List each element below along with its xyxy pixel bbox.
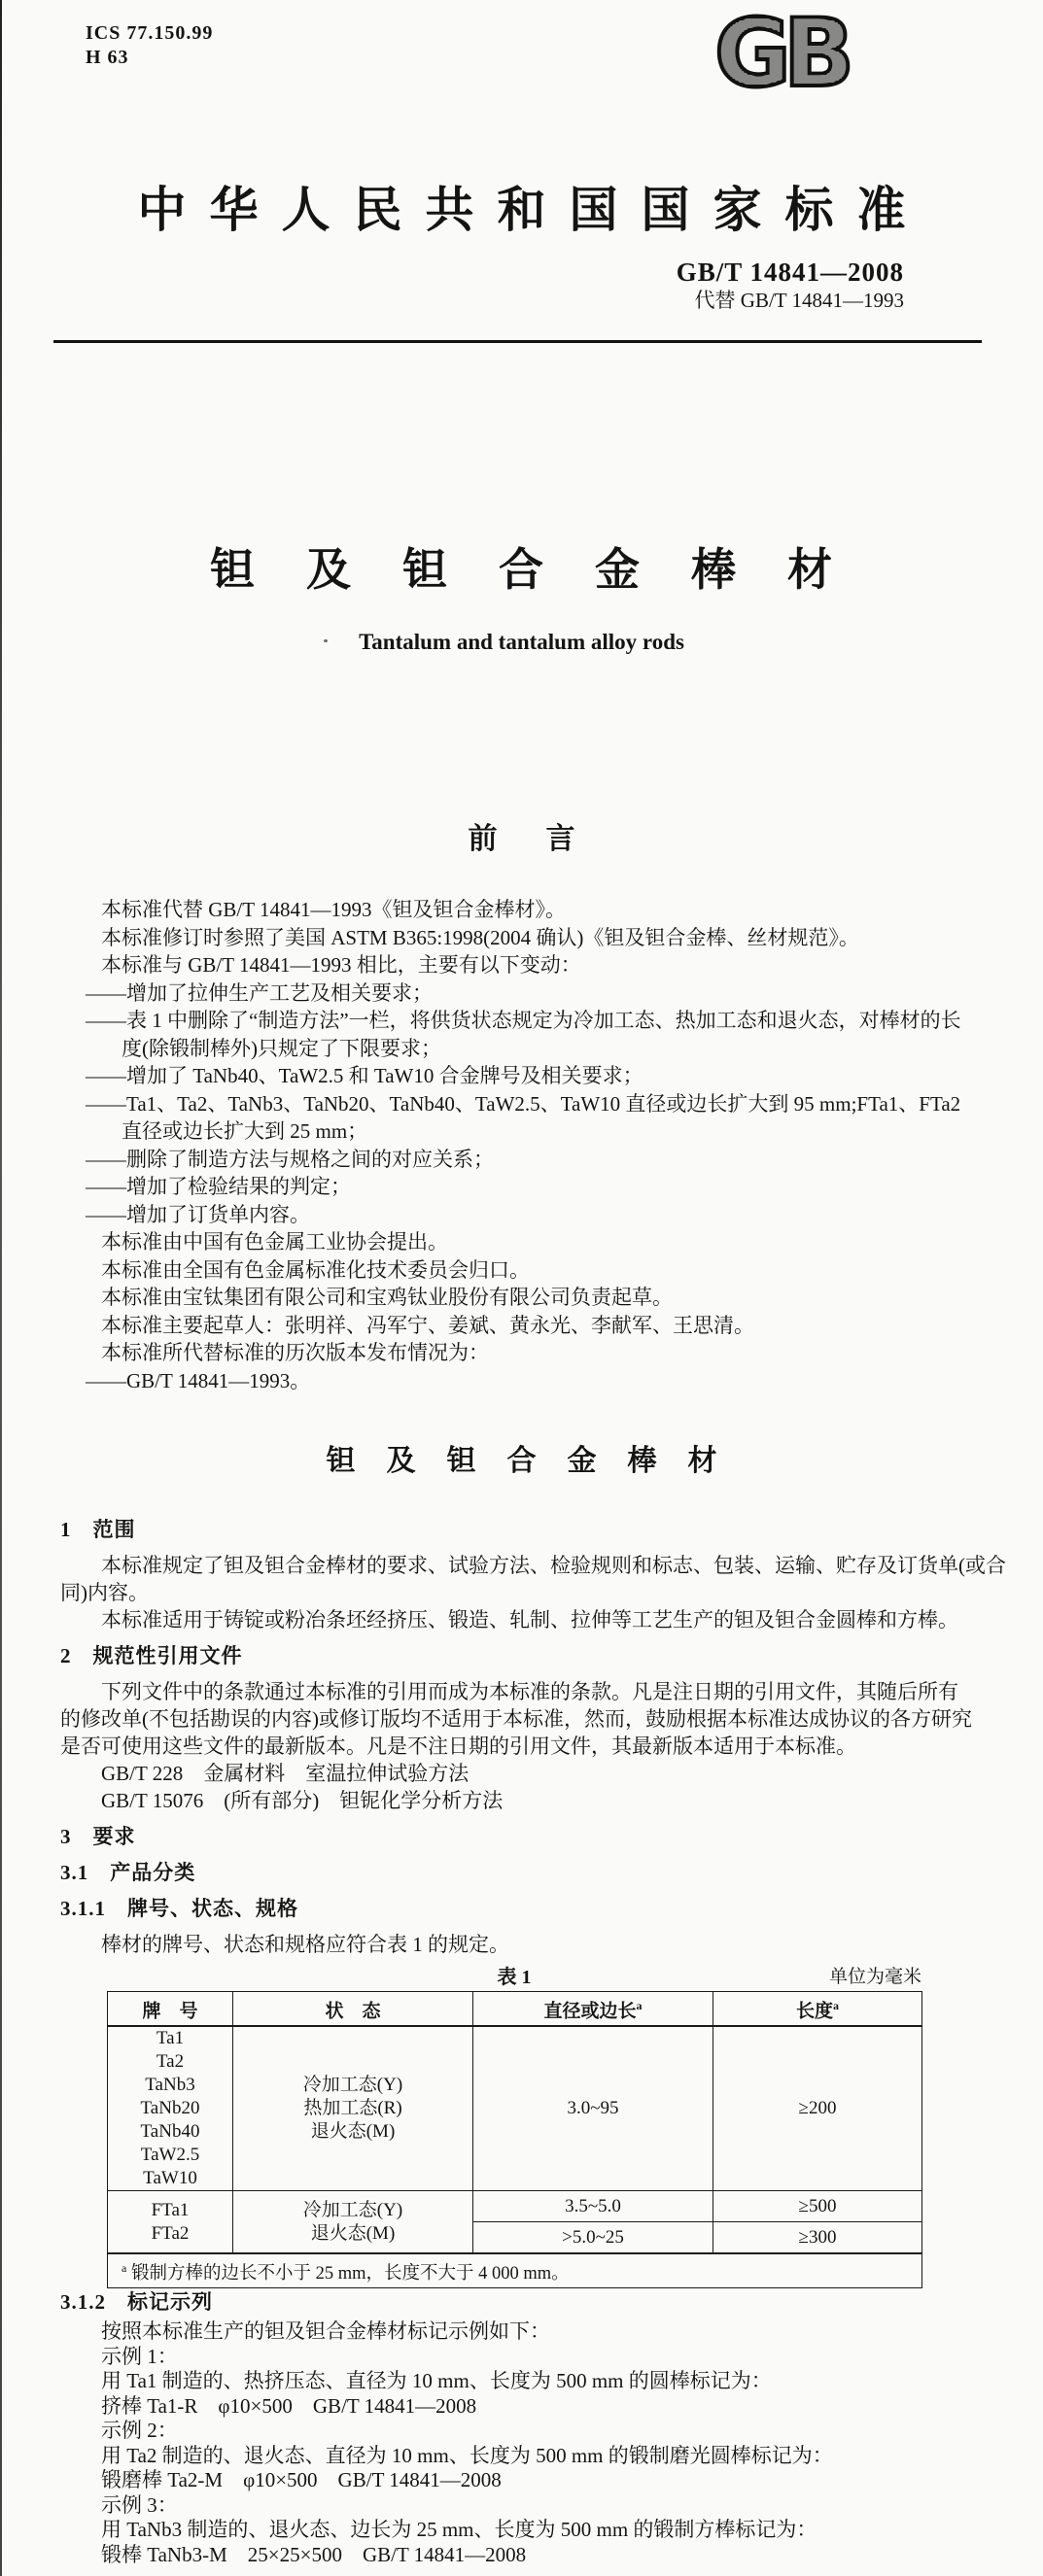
- text-line: 本标准代替 GB/T 14841—1993《钽及钽合金棒材》。: [101, 898, 566, 921]
- table-footnote-cell: [108, 2253, 922, 2288]
- gb-logo-text: GB: [714, 10, 847, 97]
- text-line: GB/T 15076 (所有部分) 钽铌化学分析方法: [101, 1789, 504, 1812]
- footnote-text: 锻制方棒的边长不小于 25 mm，长度不大于 4 000 mm。: [130, 2264, 570, 2284]
- text-line: 用 Ta2 制造的、退火态、直径为 10 mm、长度为 500 mm 的锻制磨光圆棒标记为：: [101, 2443, 833, 2467]
- gb-logo-svg: [676, 10, 885, 97]
- group2-states-cell: [233, 2191, 473, 2254]
- ics-code: ICS 77.150.99: [86, 22, 214, 44]
- table-cell-line: FTa2: [151, 2222, 190, 2244]
- table-cell-line: 冷加工态(Y): [302, 2199, 403, 2220]
- table-unit-note: 单位为毫米: [828, 1967, 921, 1987]
- col-header-label: 直径或边长: [543, 2001, 637, 2022]
- body-lines-after-table: [60, 2288, 993, 2567]
- document-title-en: Tantalum and tantalum alloy rods: [359, 630, 684, 654]
- text-line: ——Ta1、Ta2、TaNb3、TaNb20、TaNb40、TaW2.5、TaW10 直径或边长扩大到 95 mm;FTa1、FTa2: [86, 1091, 961, 1116]
- text-line: 3.1.1 牌号、状态、规格: [60, 1897, 298, 1920]
- text-line: 1 范围: [60, 1518, 136, 1541]
- text-line: 直径或边长扩大到 25 mm；: [122, 1119, 368, 1143]
- table-cell-line: TaW10: [143, 2168, 197, 2189]
- text-line: 本标准由中国有色金属工业协会提出。: [101, 1230, 448, 1254]
- text-line: 本标准规定了钽及钽合金棒材的要求、试验方法、检验规则和标志、包装、运输、贮存及订货单(或合: [101, 1554, 1006, 1577]
- table-cell-line: TaNb40: [140, 2121, 200, 2143]
- table-cell-line: Ta1: [156, 2028, 185, 2049]
- text-line: 本标准修订时参照了美国 ASTM B365:1998(2004 确认)《钽及钽合金棒、丝材规范》。: [101, 925, 859, 949]
- text-line: 下列文件中的条款通过本标准的引用而成为本标准的条款。凡是注日期的引用文件，其随后所有: [101, 1680, 958, 1703]
- col-header-sup: a: [833, 1999, 839, 2012]
- text-line: 用 TaNb3 制造的、退火态、边长为 25 mm、长度为 500 mm 的锻制方棒标记为：: [101, 2518, 817, 2542]
- foreword-heading: 前言: [468, 823, 624, 855]
- group1-size-cell: 3.0~95: [473, 2026, 713, 2191]
- table-cell-line: TaNb3: [145, 2075, 195, 2096]
- text-line: 按照本标准生产的钽及钽合金棒材标记示例如下：: [101, 2319, 550, 2344]
- body-section-title: 钽及钽合金棒材: [326, 1445, 748, 1477]
- text-line: 度(除锻制棒外)只规定了下限要求；: [122, 1036, 441, 1060]
- footnote-marker: a: [122, 2261, 127, 2276]
- replaced-standard: 代替 GB/T 14841—1993: [694, 289, 904, 312]
- col-header-label: 牌 号: [142, 2001, 198, 2022]
- text-line: 本标准所代替标准的历次版本发布情况为：: [101, 1341, 489, 1364]
- standard-number: GB/T 14841—2008: [676, 258, 904, 287]
- text-line: 用 Ta1 制造的、热挤压态、直径为 10 mm、长度为 500 mm 的圆棒标记为：: [101, 2369, 772, 2393]
- standard-number-block: [677, 258, 904, 312]
- table-cell-line: FTa1: [151, 2199, 190, 2220]
- text-line: 本标准由全国有色金属标准化技术委员会归口。: [101, 1257, 530, 1282]
- table-row-group1: [108, 2026, 922, 2191]
- text-line: 本标准与 GB/T 14841—1993 相比，主要有以下变动：: [101, 953, 581, 977]
- ics-block: [86, 21, 213, 70]
- table-header-row: [108, 1992, 922, 2027]
- text-line: 锻棒 TaNb3-M 25×25×500 GB/T 14841—2008: [101, 2542, 527, 2566]
- body-lines-before-table: [60, 1516, 1006, 1958]
- body-text: [60, 1516, 1006, 2567]
- text-line: ——增加了 TaNb40、TaW2.5 和 TaW10 合金牌号及相关要求；: [86, 1064, 643, 1087]
- group2-length-cell-1: ≥500: [713, 2191, 922, 2222]
- scan-edge-line: [0, 0, 2, 2576]
- col-header-length: [713, 1992, 922, 2027]
- text-line: 示例 1：: [101, 2344, 178, 2368]
- table-cell-line: TaW2.5: [140, 2145, 200, 2166]
- text-line: ——增加了检验结果的判定；: [86, 1175, 351, 1198]
- text-line: 是否可使用这些文件的最新版本。凡是不注日期的引用文件，其最新版本适用于本标准。: [60, 1735, 856, 1758]
- col-header-brand: [108, 1992, 233, 2027]
- text-line: 3.1 产品分类: [60, 1861, 196, 1884]
- text-line: 棒材的牌号、状态和规格应符合表 1 的规定。: [101, 1933, 509, 1956]
- text-line: 本标准适用于铸锭或粉冶条坯经挤压、锻造、轧制、拉伸等工艺生产的钽及钽合金圆棒和方棒。: [101, 1608, 958, 1631]
- group2-size-cell-2: >5.0~25: [473, 2222, 713, 2254]
- group2-size-cell-1: 3.5~5.0: [473, 2191, 713, 2222]
- text-line: 2 规范性引用文件: [60, 1644, 243, 1667]
- text-line: 示例 3：: [101, 2492, 178, 2517]
- text-line: ——GB/T 14841—1993。: [86, 1368, 311, 1392]
- text-line: GB/T 228 金属材料 室温拉伸试验方法: [101, 1762, 469, 1785]
- table-cell-line: 热加工态(R): [303, 2098, 402, 2119]
- document-title-cn: 钽及钽合金棒材: [210, 545, 884, 595]
- doc-class-code: H 63: [86, 47, 129, 68]
- foreword-text: [60, 896, 993, 1394]
- national-standard-title: 中华人民共和国国家标准: [137, 183, 929, 237]
- text-line: 本标准由宝钛集团有限公司和宝鸡钛业股份有限公司负责起草。: [101, 1286, 673, 1309]
- group1-length-cell: ≥200: [713, 2026, 922, 2191]
- text-line: 示例 2：: [101, 2419, 178, 2443]
- table-footnote-row: [108, 2253, 922, 2288]
- table-cell-line: Ta2: [156, 2051, 185, 2073]
- text-line: 本标准主要起草人：张明祥、冯军宁、姜斌、黄永光、李献军、王思清。: [101, 1313, 754, 1337]
- text-line: 3.1.2 标记示列: [60, 2290, 213, 2315]
- col-header-size: [473, 1992, 713, 2027]
- text-line: 3 要求: [60, 1825, 136, 1848]
- group1-states-cell: [233, 2026, 473, 2191]
- col-header-label: 状 态: [325, 2001, 381, 2022]
- col-header-sup: a: [636, 1999, 643, 2012]
- group1-brands-cell: [108, 2026, 233, 2191]
- table-cell-line: TaNb20: [140, 2098, 200, 2119]
- table-cell-line: 退火态(M): [310, 2121, 396, 2143]
- text-line: ——增加了订货单内容。: [86, 1202, 310, 1226]
- text-line: ——增加了拉伸生产工艺及相关要求；: [86, 980, 433, 1005]
- table-caption: 表 1: [497, 1967, 532, 1988]
- text-line: 同)内容。: [60, 1581, 149, 1604]
- text-line: 挤棒 Ta1-R φ10×500 GB/T 14841—2008: [101, 2393, 477, 2418]
- table-cell-line: 退火态(M): [310, 2222, 396, 2244]
- text-line: 的修改单(不包括勘误的内容)或修订版均不适用于本标准，然而，鼓励根据本标准达成协议的各方研究: [60, 1707, 972, 1731]
- header-divider-rule: [53, 340, 982, 343]
- table-1: [107, 1991, 922, 2288]
- table-cell-line: 冷加工态(Y): [302, 2075, 403, 2096]
- group2-length-cell-2: ≥300: [713, 2222, 922, 2254]
- text-line: ——表 1 中删除了“制造方法”一栏，将供货状态规定为冷加工态、热加工态和退火态，对棒材的长: [86, 1009, 961, 1032]
- table-row-group2a: [108, 2191, 922, 2222]
- gb-standard-logo-icon: [676, 10, 885, 97]
- text-line: 锻磨棒 Ta2-M φ10×500 GB/T 14841—2008: [101, 2468, 502, 2492]
- text-line: ——删除了制造方法与规格之间的对应关系；: [86, 1147, 494, 1171]
- group2-brands-cell: [108, 2191, 233, 2254]
- col-header-state: [233, 1992, 473, 2027]
- table-caption-row: [107, 1964, 921, 1991]
- col-header-label: 长度: [795, 2001, 833, 2022]
